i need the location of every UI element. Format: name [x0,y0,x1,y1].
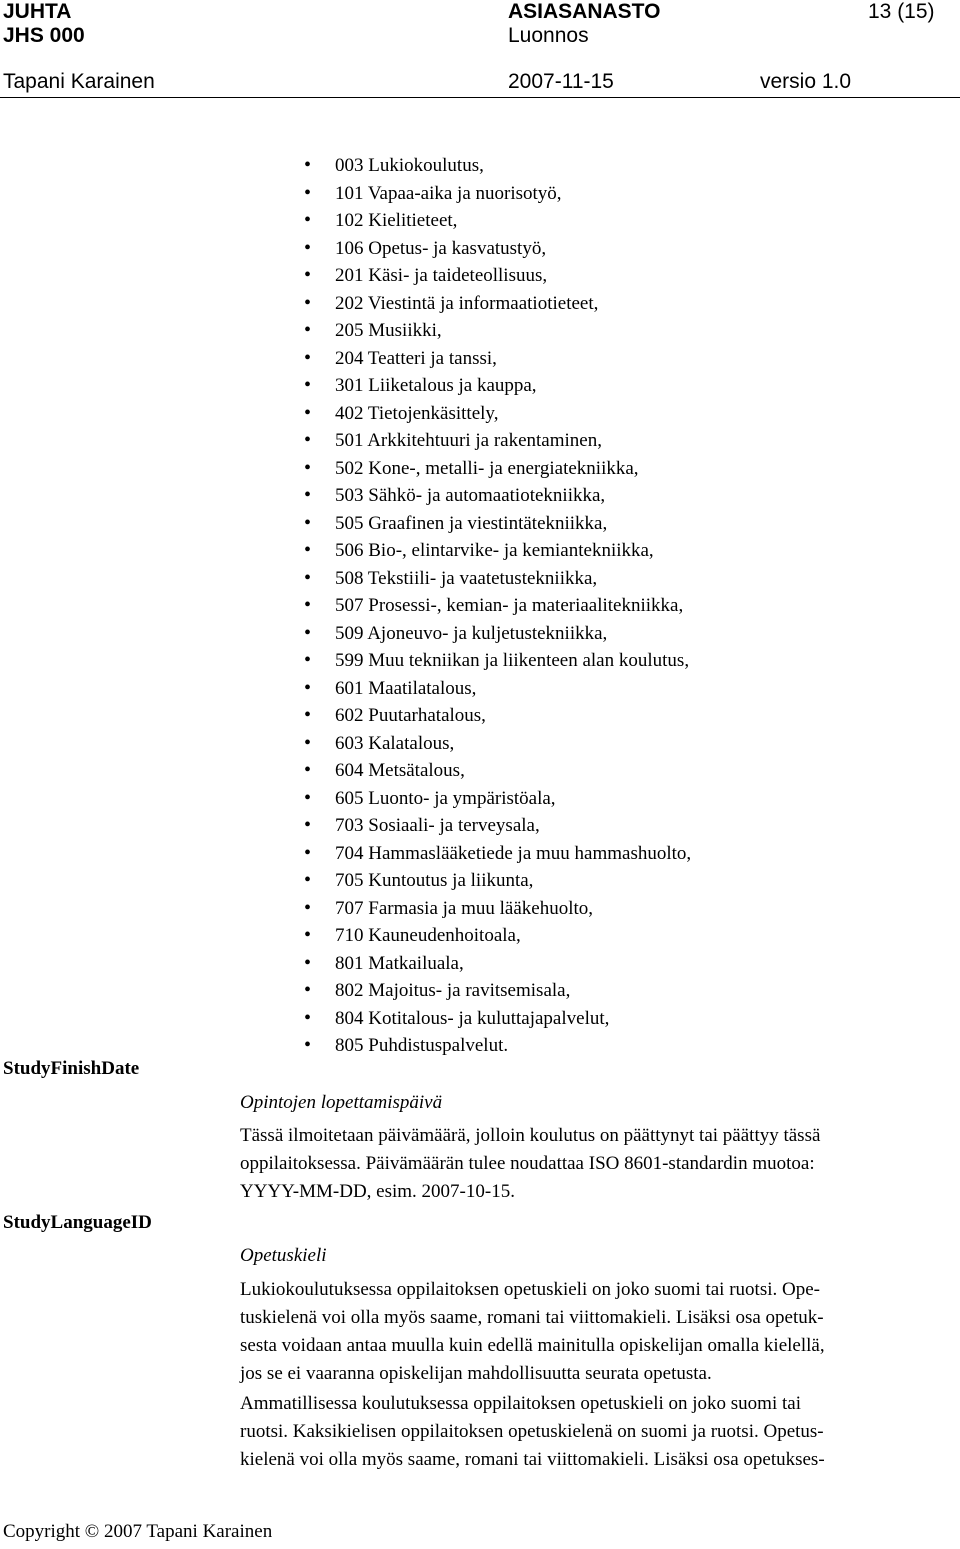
list-item: • 710 Kauneudenhoitoala, [300,922,691,950]
list-item: • 501 Arkkitehtuuri ja rakentaminen, [300,427,691,455]
list-item: • 509 Ajoneuvo- ja kuljetustekniikka, [300,620,691,648]
language-paragraph-1 [240,1276,958,1388]
list-item: • 802 Majoitus- ja ravitsemisala, [300,977,691,1005]
list-item: • 707 Farmasia ja muu lääkehuolto, [300,895,691,923]
list-item: • 101 Vapaa-aika ja nuorisotyö, [300,180,691,208]
doc-title: ASIASANASTO [508,0,661,23]
list-item: • 102 Kielitieteet, [300,207,691,235]
text-line: Ammatillisessa koulutuksessa oppilaitoksen opetuskieli on joko suomi tai [240,1393,801,1414]
list-item: • 804 Kotitalous- ja kuluttajapalvelut, [300,1005,691,1033]
finish-title: Opintojen lopettamispäivä [240,1092,443,1113]
list-item: • 505 Graafinen ja viestintätekniikka, [300,510,691,538]
list-item: • 805 Puhdistuspalvelut. [300,1032,691,1060]
footer-copyright: Copyright © 2007 Tapani Karainen [3,1521,273,1542]
language-paragraph-2 [240,1390,958,1474]
doc-code: JHS 000 [3,24,85,47]
header-divider [0,97,960,98]
term-study-language-id: StudyLanguageID [3,1212,152,1233]
text-line: jos se ei vaaranna opiskelijan mahdollisuutta seurata opetusta. [240,1363,712,1384]
text-line: Lukiokoulutuksessa oppilaitoksen opetuskieli on joko suomi tai ruotsi. Ope- [240,1279,820,1300]
doc-date: 2007-11-15 [508,70,614,93]
list-item: • 202 Viestintä ja informaatiotieteet, [300,290,691,318]
list-item: • 205 Musiikki, [300,317,691,345]
text-line: Tässä ilmoitetaan päivämäärä, jolloin koulutus on päättynyt tai päättyy tässä [240,1125,821,1146]
text-line: kielenä voi olla myös saame, romani tai viittomakieli. Lisäksi osa opetukses- [240,1449,825,1470]
list-item: • 003 Lukiokoulutus, [300,152,691,180]
page-number: 13 (15) [868,0,935,23]
list-item: • 507 Prosessi-, kemian- ja materiaalitekniikka, [300,592,691,620]
education-field-list [300,152,691,1060]
list-item: • 204 Teatteri ja tanssi, [300,345,691,373]
term-study-finish-date: StudyFinishDate [3,1058,140,1079]
list-item: • 703 Sosiaali- ja terveysala, [300,812,691,840]
list-item: • 301 Liiketalous ja kauppa, [300,372,691,400]
list-item: • 603 Kalatalous, [300,730,691,758]
doc-version: versio 1.0 [760,70,852,93]
list-item: • 601 Maatilatalous, [300,675,691,703]
language-title: Opetuskieli [240,1245,327,1266]
list-item: • 704 Hammaslääketiede ja muu hammashuolto, [300,840,691,868]
list-item: • 106 Opetus- ja kasvatustyö, [300,235,691,263]
list-item: • 602 Puutarhatalous, [300,702,691,730]
list-item: • 801 Matkailuala, [300,950,691,978]
list-item: • 402 Tietojenkäsittely, [300,400,691,428]
text-line: sesta voidaan antaa muulla kuin edellä mainitulla opiskelijan omalla kielellä, [240,1335,825,1356]
list-item: • 508 Tekstiili- ja vaatetustekniikka, [300,565,691,593]
text-line: tuskielenä voi olla myös saame, romani tai viittomakieli. Lisäksi osa opetuk- [240,1307,824,1328]
list-item: • 201 Käsi- ja taideteollisuus, [300,262,691,290]
list-item: • 503 Sähkö- ja automaatiotekniikka, [300,482,691,510]
org-label: JUHTA [3,0,72,23]
text-line: YYYY-MM-DD, esim. 2007-10-15. [240,1181,515,1202]
list-item: • 604 Metsätalous, [300,757,691,785]
list-item: • 506 Bio-, elintarvike- ja kemiantekniikka, [300,537,691,565]
author: Tapani Karainen [3,70,155,93]
list-item: • 599 Muu tekniikan ja liikenteen alan koulutus, [300,647,691,675]
doc-status: Luonnos [508,24,589,47]
list-item: • 605 Luonto- ja ympäristöala, [300,785,691,813]
list-item: • 502 Kone-, metalli- ja energiatekniikka, [300,455,691,483]
list-item: • 705 Kuntoutus ja liikunta, [300,867,691,895]
text-line: oppilaitoksessa. Päivämäärän tulee noudattaa ISO 8601-standardin muotoa: [240,1153,815,1174]
finish-description [240,1122,958,1206]
text-line: ruotsi. Kaksikielisen oppilaitoksen opetuskielenä on suomi ja ruotsi. Opetus- [240,1421,824,1442]
